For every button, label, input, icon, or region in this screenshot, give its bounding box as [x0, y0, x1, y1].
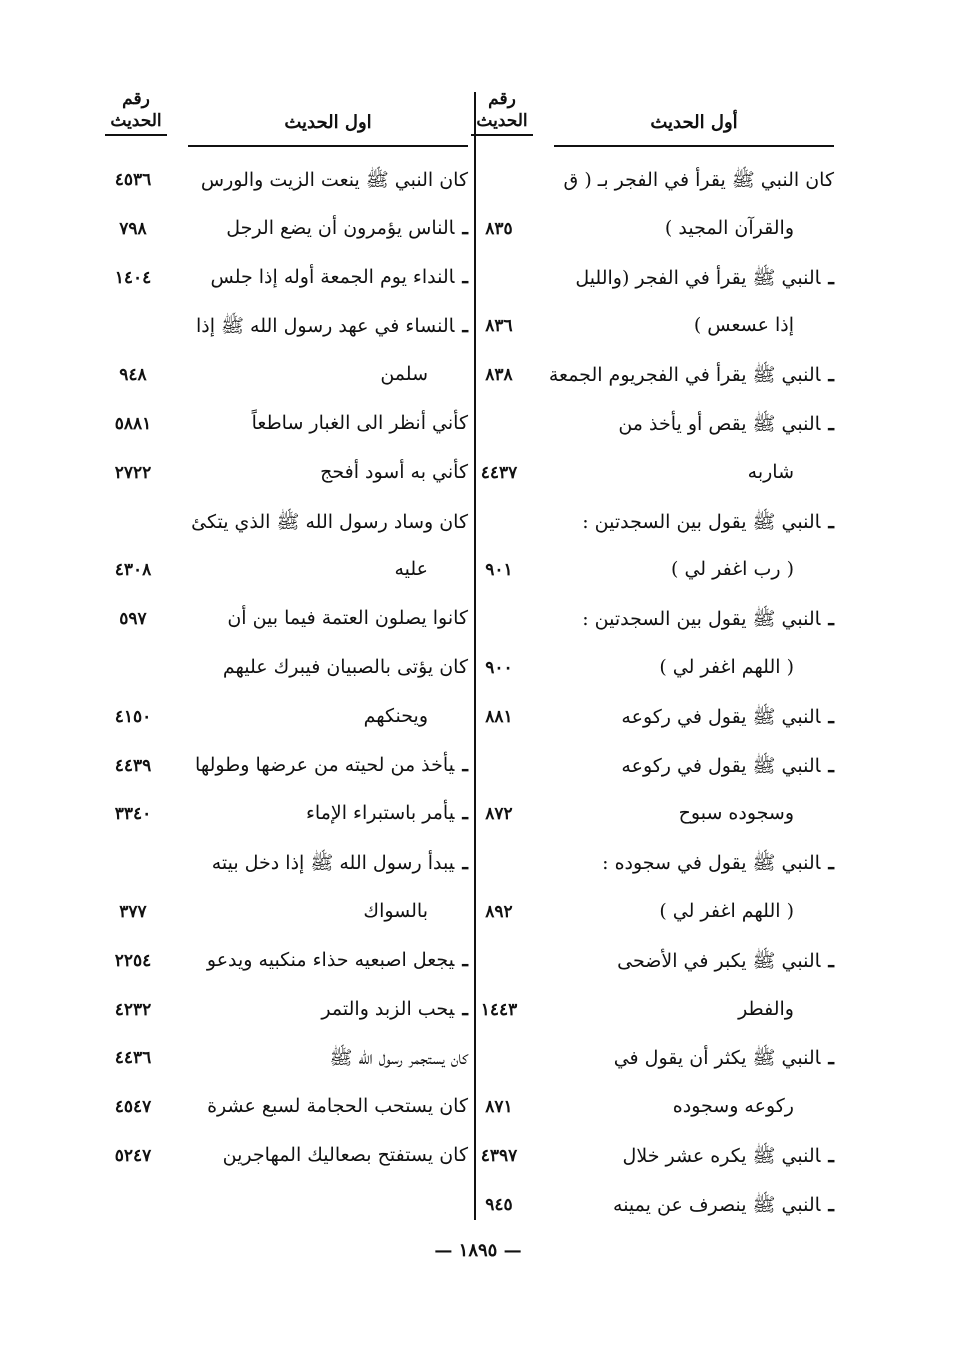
entry-text — [617, 949, 834, 977]
ditto-mark: ـ — [828, 608, 834, 631]
ditto-mark: ـ — [828, 364, 834, 387]
number-header-label-1: رقم — [488, 89, 516, 109]
entry-text — [621, 754, 834, 782]
entry-text-value: الناس يؤمرون أن يضع الرجل — [226, 216, 455, 239]
entry-continuation-text — [679, 802, 794, 824]
ditto-mark: ـ — [462, 216, 468, 239]
entry-text-value: ويحنكهم — [363, 704, 428, 727]
hadith-number: ٨٩٢ — [485, 901, 513, 922]
index-entry — [96, 695, 468, 744]
number-header-label-2: الحديث — [476, 111, 528, 131]
entry-text-value: النبي ﷺ يكثر أن يقول في — [613, 1047, 821, 1070]
entry-text-value: النبي ﷺ يقرأ في الفجريوم الجمعة — [548, 364, 821, 387]
hadith-number: ٨٣٥ — [485, 218, 513, 239]
header-underline — [471, 134, 533, 136]
number-header-label-2: الحديث — [110, 111, 162, 131]
entry-text — [618, 412, 834, 440]
entry-text — [602, 851, 834, 879]
left-column — [96, 88, 468, 1223]
entry-continuation-text — [394, 558, 428, 580]
hadith-number: ٩٤٨ — [119, 365, 147, 386]
entry-text — [621, 705, 834, 733]
index-entry — [96, 548, 468, 597]
entry-continuation-text — [673, 1095, 794, 1117]
entry-text-value: كان يستحب الحجامة لسبع عشرة — [207, 1095, 468, 1118]
entry-text — [196, 314, 468, 342]
hadith-number: ١٤٠٤ — [114, 267, 152, 288]
right-entries — [462, 158, 834, 1223]
index-entry — [462, 1134, 834, 1183]
entry-text — [320, 461, 468, 483]
hadith-number: ٥٩٧ — [119, 609, 147, 630]
left-entries — [96, 158, 468, 1223]
entry-text — [330, 1046, 469, 1074]
entry-text — [195, 754, 468, 776]
index-entry — [462, 1036, 834, 1085]
entry-text — [564, 168, 834, 196]
entry-text-value: ( رب اغفر لي ) — [671, 558, 794, 581]
entry-continuation-text — [671, 558, 794, 580]
index-entry — [462, 304, 834, 353]
index-entry — [96, 939, 468, 988]
entry-text-value: النبي ﷺ يقول في ركوعه — [621, 754, 821, 777]
index-entry — [96, 1085, 468, 1134]
hadith-number: ٤٣٩٧ — [480, 1145, 518, 1166]
entry-continuation-text — [694, 314, 794, 336]
index-entry — [96, 792, 468, 841]
hadith-number: ٤٤٣٦ — [114, 1048, 152, 1069]
entry-text — [582, 607, 834, 635]
index-entry — [462, 646, 834, 695]
index-entry — [96, 158, 468, 207]
entry-text-value: كان وساد رسول الله ﷺ الذي يتكئ — [191, 510, 468, 533]
entry-continuation-text — [659, 900, 794, 922]
entry-text-value: سلمن — [380, 363, 428, 386]
entry-continuation-text — [380, 363, 428, 385]
index-entry — [462, 500, 834, 549]
entry-text-value: كأني به أسود أفحج — [320, 460, 468, 483]
entry-text-value: كان النبي ﷺ يقرأ في الفجر بـ ( ق — [563, 169, 834, 191]
index-entry — [96, 353, 468, 402]
entry-text-value: كان يستجمر رسول الله ﷺ — [329, 1047, 468, 1070]
left-hadith-number-header — [96, 88, 176, 136]
ditto-mark: ـ — [828, 705, 834, 728]
ditto-mark: ـ — [462, 315, 468, 338]
index-entry — [96, 646, 468, 695]
title-header-label: اول الحديث — [284, 112, 372, 133]
header-underline — [105, 134, 167, 136]
entry-continuation-text — [665, 217, 794, 239]
index-entry — [462, 695, 834, 744]
entry-text-value: النبي ﷺ يقول في ركوعه — [621, 705, 821, 728]
index-entry — [462, 158, 834, 207]
entry-text — [623, 1144, 834, 1172]
entry-continuation-text — [363, 900, 428, 922]
index-entry — [96, 597, 468, 646]
hadith-number: ٨٧١ — [485, 1097, 513, 1118]
index-entry — [462, 744, 834, 793]
ditto-mark: ـ — [828, 510, 834, 533]
index-entry — [462, 841, 834, 890]
header-underline — [188, 145, 468, 147]
hadith-number: ٩٠١ — [485, 560, 513, 581]
index-entry — [96, 988, 468, 1037]
header-underline — [554, 145, 834, 147]
ditto-mark: ـ — [462, 997, 468, 1020]
ditto-mark: ـ — [462, 948, 468, 971]
entry-text-value: ركوعه وسجوده — [672, 1095, 794, 1118]
index-entry — [462, 1183, 834, 1232]
index-entry — [96, 500, 468, 549]
entry-text — [226, 217, 468, 239]
index-entry — [96, 1036, 468, 1085]
ditto-mark: ـ — [828, 852, 834, 875]
ditto-mark: ـ — [462, 852, 468, 875]
index-entry — [462, 548, 834, 597]
ditto-mark: ـ — [462, 753, 468, 776]
entry-text-value: ( اللهم اغفر لي ) — [659, 655, 794, 678]
hadith-number: ٨٣٨ — [485, 365, 513, 386]
hadith-number: ٨٧٢ — [485, 804, 513, 825]
entry-text-value: كأني أنظر الى الغبار ساطعاً — [251, 411, 468, 434]
index-entry — [462, 890, 834, 939]
entry-continuation-text — [748, 461, 794, 483]
entry-text-value: يجعل اصبعيه حذاء منكبيه ويدعو — [206, 948, 455, 971]
index-entry — [462, 402, 834, 451]
index-entry — [96, 207, 468, 256]
entry-text-value: إذا عسعس ) — [693, 314, 794, 337]
entry-text-value: وسجوده سبوح — [678, 802, 794, 825]
entry-text-value: النبي ﷺ يقول بين السجدتين : — [582, 510, 821, 533]
entry-text — [210, 266, 468, 288]
entry-text — [227, 607, 468, 629]
entry-text-value: ( اللهم اغفر لي ) — [659, 899, 794, 922]
entry-text-value: النبي ﷺ يكره عشر خلال — [622, 1144, 821, 1167]
hadith-number: ٣٣٤٠ — [114, 804, 152, 825]
index-entry — [462, 1085, 834, 1134]
hadith-number: ٥٨٨١ — [114, 413, 152, 434]
entry-text — [223, 656, 468, 678]
index-entry — [462, 988, 834, 1037]
number-header-label-1: رقم — [122, 89, 150, 109]
entry-text — [191, 510, 468, 538]
entry-text-value: النبي ﷺ يقول في سجوده : — [602, 852, 821, 875]
entry-text-value: بالسواك — [363, 899, 428, 922]
entry-text — [614, 1046, 834, 1074]
left-hadith-title-header — [188, 112, 468, 147]
index-entry — [462, 597, 834, 646]
ditto-mark: ـ — [828, 949, 834, 972]
entry-text-value: شاربه — [747, 460, 794, 483]
index-entry — [96, 256, 468, 305]
index-entry — [96, 451, 468, 500]
column-divider — [474, 92, 476, 1220]
entry-text-value: والقرآن المجيد ) — [664, 216, 794, 239]
title-header-label: أول الحديث — [650, 112, 738, 133]
ditto-mark: ـ — [462, 802, 468, 825]
hadith-number: ٨٨١ — [485, 706, 513, 727]
index-entry — [462, 353, 834, 402]
entry-text — [207, 949, 468, 971]
right-column — [462, 88, 834, 1223]
ditto-mark: ـ — [828, 754, 834, 777]
entry-text-value: كان النبي ﷺ ينعت الزيت والورس — [200, 169, 468, 191]
ditto-mark: ـ — [828, 1193, 834, 1216]
entry-text-value: النداء يوم الجمعة أوله إذا جلس — [210, 265, 455, 288]
entry-text — [575, 266, 834, 294]
entry-text-value: يبدأ رسول الله ﷺ إذا دخل بيته — [211, 852, 455, 875]
hadith-number: ٨٣٦ — [485, 316, 513, 337]
hadith-number: ٩٠٠ — [485, 657, 513, 678]
entry-text — [201, 168, 468, 196]
index-entry — [96, 304, 468, 353]
index-entry — [96, 841, 468, 890]
ditto-mark: ـ — [462, 265, 468, 288]
entry-text — [207, 1095, 468, 1117]
entry-text-value: النبي ﷺ يكبر في الأضحى — [617, 949, 821, 972]
index-entry — [462, 451, 834, 500]
hadith-number: ٣٧٧ — [119, 901, 147, 922]
index-entry — [462, 792, 834, 841]
hadith-number: ٤٤٣٧ — [480, 462, 518, 483]
entry-continuation-text — [364, 705, 428, 727]
entry-text — [212, 851, 468, 879]
entry-text — [582, 510, 834, 538]
page-number: — ١٨٩٥ — — [434, 1240, 522, 1261]
entry-text-value: والفطر — [738, 997, 794, 1020]
index-entry — [462, 939, 834, 988]
index-entry — [96, 744, 468, 793]
hadith-number: ٧٩٨ — [119, 218, 147, 239]
hadith-number: ٢٢٥٤ — [114, 950, 152, 971]
index-entry — [462, 207, 834, 256]
entry-text — [306, 802, 468, 824]
entry-text-value: كانوا يصلون العتمة فيما بين أن — [227, 607, 468, 630]
hadith-number: ٤٥٤٧ — [114, 1097, 152, 1118]
entry-text-value: كان يستفتح بصعاليك المهاجرين — [222, 1143, 468, 1166]
entry-continuation-text — [738, 998, 794, 1020]
index-entry — [462, 256, 834, 305]
ditto-mark: ـ — [828, 266, 834, 289]
entry-text-value: يحب الزبد والتمر — [321, 997, 455, 1020]
entry-text-value: يأخذ من لحيته من عرضها وطولها — [195, 753, 455, 776]
entry-text-value: عليه — [394, 558, 428, 581]
entry-text-value: كان يؤتى بالصبيان فيبرك عليهم — [222, 655, 468, 678]
hadith-number: ١٤٤٣ — [480, 999, 518, 1020]
entry-text-value: النبي ﷺ يقول بين السجدتين : — [582, 608, 821, 631]
index-entry — [96, 890, 468, 939]
hadith-number: ٩٤٥ — [485, 1194, 513, 1215]
entry-text — [223, 1144, 468, 1166]
hadith-number: ٤٤٣٩ — [114, 755, 152, 776]
index-entry — [96, 1134, 468, 1183]
hadith-number: ٤٢٣٢ — [114, 999, 152, 1020]
entry-text-value: النبي ﷺ يقص أو يأخذ من — [618, 412, 821, 435]
entry-text — [549, 363, 834, 391]
hadith-number: ٤٣٠٨ — [114, 560, 152, 581]
ditto-mark: ـ — [828, 412, 834, 435]
entry-text — [252, 412, 468, 434]
index-entry — [96, 402, 468, 451]
ditto-mark: ـ — [828, 1144, 834, 1167]
hadith-number: ٢٧٢٢ — [114, 462, 152, 483]
entry-continuation-text — [659, 656, 794, 678]
entry-text-value: النساء في عهد رسول الله ﷺ إذا — [195, 315, 455, 338]
entry-text-value: يأمر باستبراء الإماء — [305, 802, 455, 825]
hadith-number: ٥٢٤٧ — [114, 1145, 152, 1166]
entry-text — [613, 1193, 834, 1221]
hadith-number: ٤١٥٠ — [114, 706, 152, 727]
ditto-mark: ـ — [828, 1047, 834, 1070]
right-hadith-title-header — [554, 112, 834, 147]
entry-text — [321, 998, 468, 1020]
entry-text-value: النبي ﷺ ينصرف عن يمينه — [613, 1193, 821, 1216]
entry-text-value: النبي ﷺ يقرأ في الفجر (والليل — [575, 266, 821, 289]
hadith-number: ٤٥٣٦ — [114, 170, 152, 190]
